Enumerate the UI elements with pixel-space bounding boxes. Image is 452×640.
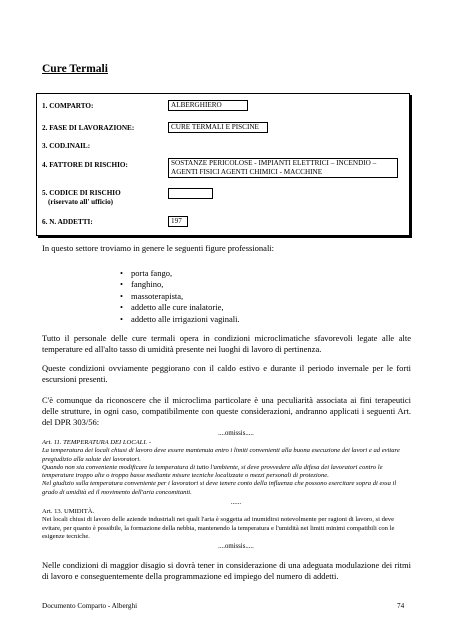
figures-list: [120, 268, 240, 325]
omissis-1: ....omissis.....: [218, 430, 254, 437]
form-value-addetti: 197: [168, 216, 188, 227]
paragraph-dpr: C'è comunque da riconoscere che il microclima particolare è una peculiarità associata ai fini terapeutici delle strutture, in ogni caso, compatibilmente con queste considerazioni, andranno applicati i seguenti Art. del DPR 303/56:: [42, 395, 411, 427]
paragraph-condizioni: Queste condizioni ovviamente peggiorano con il caldo estivo e durante il periodo invernale per le forti escursioni presenti.: [42, 363, 411, 384]
list-item: • porta fango,: [120, 268, 240, 279]
art11-title: Art. 11. TEMPERATURA DEI LOCALI. -: [42, 439, 152, 446]
form-label-fase: 2. FASE DI LAVORAZIONE:: [42, 124, 135, 132]
omissis-2: ....omissis.....: [218, 543, 254, 550]
form-value-fattore: SOSTANZE PERICOLOSE - IMPIANTI ELETTRICI – INCENDIO – AGENTI FISICI AGENTI CHIMICI - MACCHINE: [168, 158, 398, 178]
form-value-comparto: ALBERGHIERO: [168, 100, 248, 111]
form-value-codice: [168, 188, 213, 199]
form-label-codice: 5. CODICE DI RISCHIO: [42, 189, 121, 197]
form-label-comparto: 1. COMPARTO:: [42, 102, 94, 110]
form-label-fattore: 4. FATTORE DI RISCHIO:: [42, 161, 128, 169]
intro-text: In questo settore troviamo in genere le seguenti figure professionali:: [42, 243, 275, 253]
footer-document-name: Documento Comparto - Alberghi: [42, 602, 138, 610]
art11-text-1: La temperatura dei locali chiusi di lavoro deve essere mantenuta entro i limiti convenienti alla buona esecuzione dei lavori e ad evitare pregiudizio alla salute dei lavoratori.: [42, 447, 400, 463]
art13-title: Art. 13. UMIDITÀ.: [42, 508, 95, 515]
art13-block: [42, 508, 411, 541]
art11-text-3: Nel giudizio sulla temperatura conveniente per i lavoratori si deve tenere conto della influenza che possono esercitare sopra di essa il grado di umidità ed il movimento dell'aria concomitanti.: [42, 480, 397, 496]
form-label-codice-note: (riservato all' ufficio): [48, 198, 114, 206]
list-item: • addetto alle irrigazioni vaginali.: [120, 314, 240, 325]
form-label-cod-inail: 3. COD.INAIL:: [42, 142, 91, 150]
dots-separator: ......: [230, 499, 242, 506]
page-title: Cure Termali: [42, 63, 108, 75]
form-label-addetti: 6. N. ADDETTI:: [42, 218, 93, 226]
footer-page-number: 74: [397, 602, 405, 610]
art11-block: [42, 439, 411, 497]
list-item: • addetto alle cure inalatorie,: [120, 302, 240, 313]
form-value-fase: CURE TERMALI E PISCINE: [168, 122, 268, 133]
paragraph-modulazione: Nelle condizioni di maggior disagio si dovrà tener in considerazione di una adeguata modulazione dei ritmi di lavoro e conseguentemente della programmazione ed impiego del numero di addetti.: [42, 560, 411, 581]
list-item: • massoterapista,: [120, 291, 240, 302]
art11-text-2: Quando non sia conveniente modificare la temperatura di tutto l'ambiente, si deve provvedere alla difesa dei lavoratori contro le temperature troppo alte o troppo basse mediante misure tecniche localizzate o mezzi personali di protezione.: [42, 463, 383, 480]
risk-form: [36, 93, 410, 236]
paragraph-microclima: Tutto il personale delle cure termali opera in condizioni microclimatiche sfavorevoli legate alle alte temperature ed all'alto tasso di umidità presente nei luoghi di lavoro di pertinenza.: [42, 333, 411, 354]
list-item: • fanghino,: [120, 279, 240, 290]
art13-text: Nei locali chiusi di lavoro delle aziende industriali nei quali l'aria è soggetta ad inumidirsi notevolmente per ragioni di lavoro, si deve evitare, per quanto è possibile, la formazione della nebbia, mantenendo la temperatura e l'umidità nei limiti minimi compatibili con le esigenze tecniche.: [42, 516, 395, 540]
